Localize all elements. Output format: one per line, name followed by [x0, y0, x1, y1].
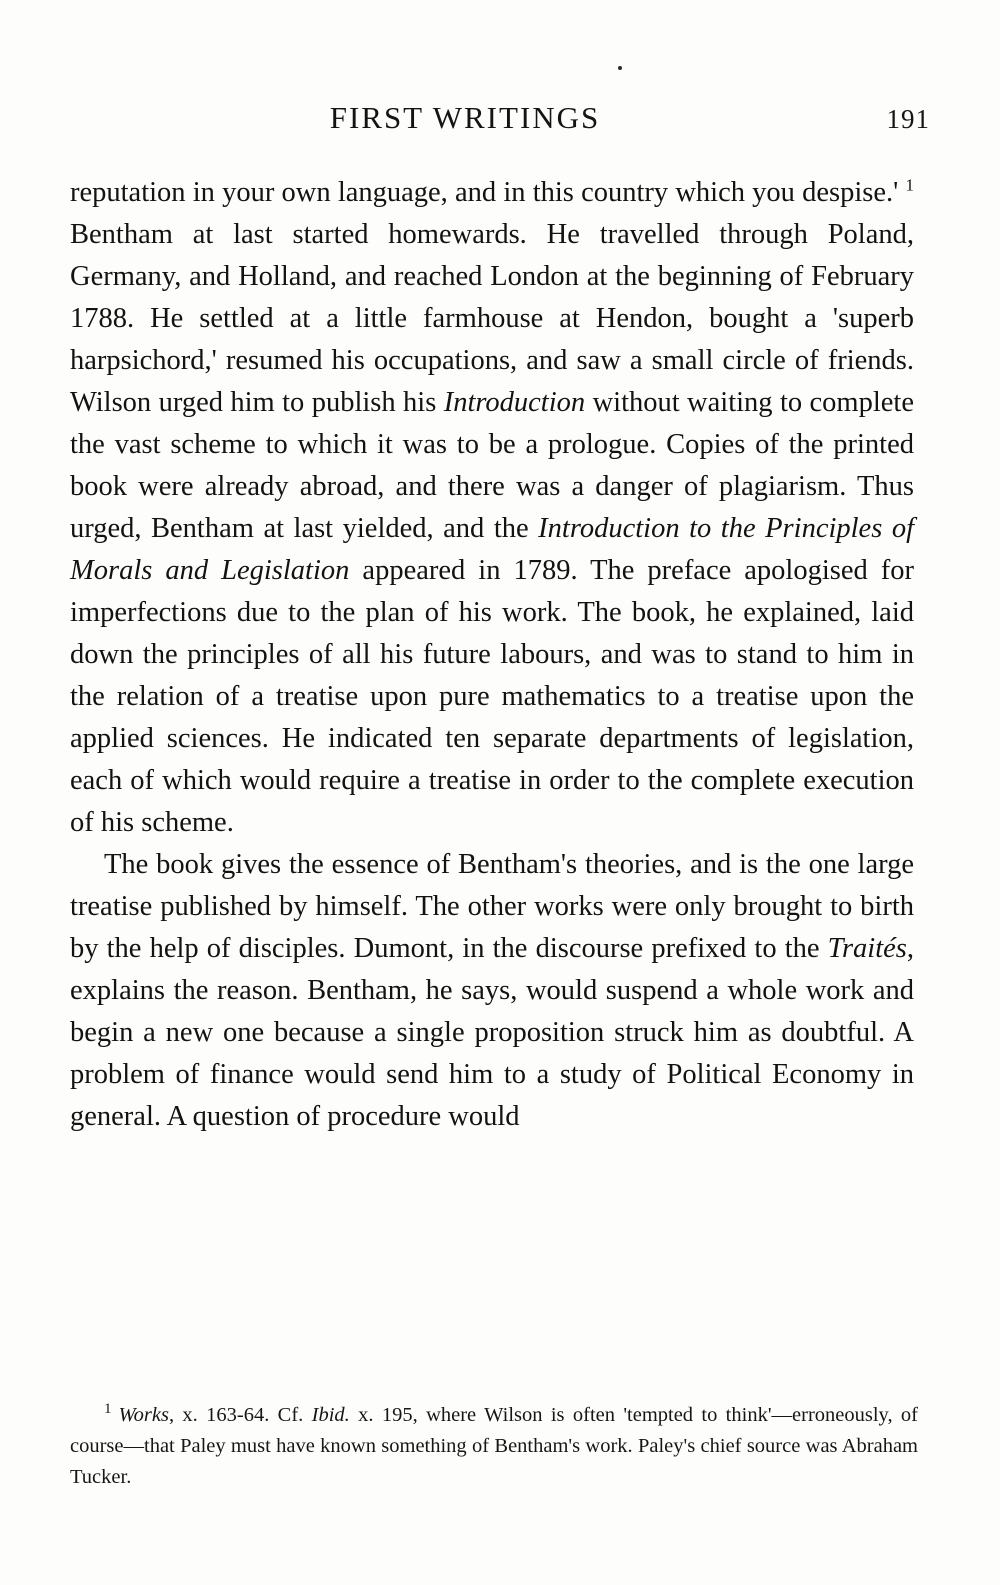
roman-text: reputation in your own language, and in this country which you despise.'	[70, 177, 906, 208]
italic-text: Ibid.	[311, 1404, 350, 1426]
italic-text: Traités	[827, 933, 907, 964]
page-number: 191	[886, 104, 930, 134]
italic-text: Works	[118, 1404, 169, 1426]
page-header	[70, 100, 930, 146]
footnote	[70, 1400, 918, 1493]
roman-text: , x. 163-64. Cf.	[168, 1404, 312, 1426]
footnote-reference: 1	[905, 175, 914, 195]
italic-text: Introduction	[443, 387, 586, 418]
italic-text: Introduction to the Principles of Morals and Legislation	[70, 513, 914, 586]
paragraph-1	[70, 172, 914, 844]
roman-text: appeared in 1789. The preface apologised for imperfections due to the plan of his work. The book, he explained, laid down the principles of all his future labours, and was to stand to him in the relation of a treatise upon pure mathematics to a treatise upon the applied sciences. He indicated ten separate departments of legislation, each of which would require a treatise in order to the complete execution of his scheme.	[70, 555, 915, 838]
footnote-marker: 1	[104, 1401, 119, 1418]
roman-text: Bentham at last started homewards. He travelled through Poland, Germany, and Holland, and reached London at the beginning of February 1788. He settled at a little farmhouse at Hendon, bought a 'superb harpsichord,' resumed his occupations, and saw a small circle of friends. Wilson urged him to publish his	[70, 219, 914, 418]
page-body	[70, 172, 914, 1138]
roman-text: The book gives the essence of Bentham's theories, and is the one large treatise published by himself. The other works were only brought to birth by the help of disciples. Dumont, in the discourse prefixed to the	[70, 849, 914, 964]
roman-text: x. 195, where Wilson is often 'tempted to think'—erroneously, of course—that Paley must have known something of Bentham's work. Paley's chief source was Abraham Tucker.	[70, 1404, 919, 1488]
roman-text: , explains the reason. Bentham, he says, would suspend a whole work and begin a new one because a single proposition struck him as doubtful. A problem of finance would send him to a study of Political Economy in general. A question of procedure would	[70, 933, 914, 1132]
paragraph-2	[70, 844, 914, 1138]
page-ornament-dot	[618, 66, 622, 70]
roman-text: without waiting to complete the vast scheme to which it was to be a prologue. Copies of the printed book were already abroad, and there was a danger of plagiarism. Thus urged, Bentham at last yielded, and the	[70, 387, 914, 544]
running-head-title: FIRST WRITINGS	[329, 100, 601, 135]
